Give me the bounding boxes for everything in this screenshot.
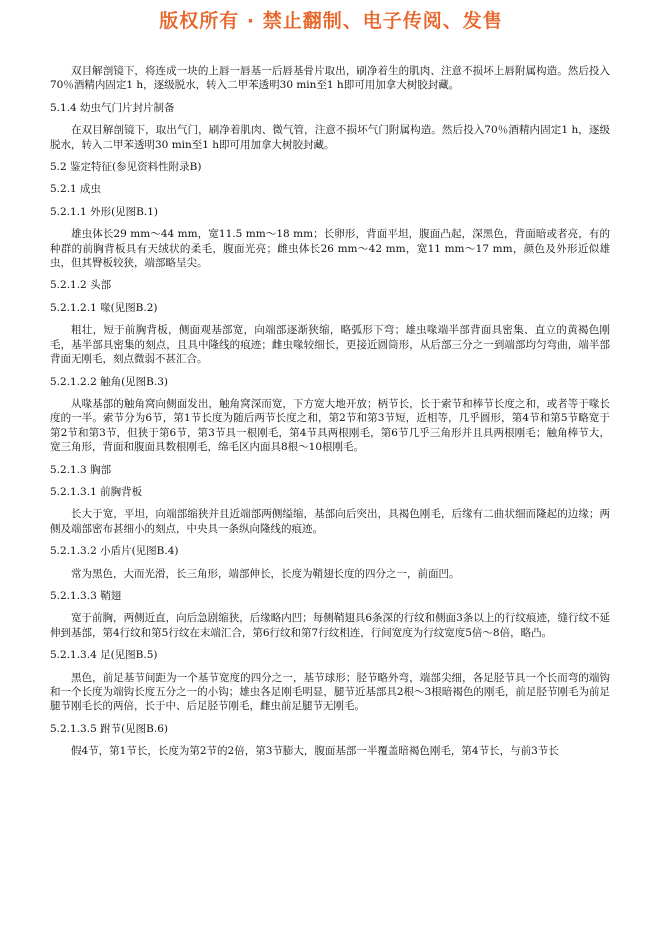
paragraph: 双目解剖镜下，将连成一块的上唇一唇基一后唇基骨片取出，刷净着生的肌肉、注意不损坏上唇附属构造。然后投入70％酒精内固定1 h，逐级脱水，转入二甲苯透明30 min至1 h即可用加拿大树胶封藏。 [50,65,610,92]
section-heading: 5.2 鉴定特征(参见资料性附录B) [50,161,202,174]
section-heading: 5.2.1.3.3 鞘翅 [50,589,122,602]
paragraph: 粗壮，短于前胸背板，侧面观基部宽，向端部逐渐狭缩，略弧形下弯；雄虫喙端半部背面具密集、直立的黄褐色刚毛，基半部具密集的刻点，且具中隆线的痕迹；雌虫喙较细长，更接近圆筒形，从后部三分之一到端部均匀弯曲，端半部背面无刚毛，刻点微弱不甚汇合。 [50,324,610,366]
section-heading: 5.2.1.3.1 前胸背板 [50,485,143,498]
section-heading: 5.2.1.2.1 喙(见图B.2) [50,301,158,314]
section-heading: 5.2.1.2 头部 [50,279,112,292]
section-heading: 5.2.1.3 胸部 [50,463,112,476]
section-heading: 5.2.1.2.2 触角(见图B.3) [50,375,169,388]
document-body [50,64,610,759]
section-heading: 5.2.1 成虫 [50,183,102,196]
paragraph: 在双目解剖镜下，取出气门，刷净着肌肉、微气管，注意不损坏气门附属构造。然后投入70％酒精内固定1 h，逐级脱水，转入二甲苯透明30 min至1 h即可用加拿大树胶封藏。 [50,124,610,151]
paragraph: 宽于前胸，两侧近直，向后急剧缩狭，后缘略内凹；每侧鞘翅具6条深的行纹和侧面3条以上的行纹痕迹，缝行纹不延伸到基部，第4行纹和第5行纹在末端汇合，第6行纹和第7行纹相连，行间宽度为行纹宽度5倍～8倍，略凸。 [50,612,610,639]
paragraph: 假4节，第1节长，长度为第2节的2倍，第3节膨大，腹面基部一半覆盖暗褐色刚毛，第4节长，与前3节长 [71,745,559,758]
watermark-banner: 版权所有 · 禁止翻制、电子传阅、发售 [159,10,503,32]
section-heading: 5.2.1.1 外形(见图B.1) [50,205,158,218]
section-heading: 5.2.1.3.5 跗节(见图B.6) [50,722,169,735]
paragraph: 雄虫体长29 mm～44 mm，宽11.5 mm～18 mm；长卵形，背面平坦，腹面凸起，深黑色，背面暗或者亮，有的种群的前胸背板具有天绒状的柔毛，腹面光亮；雌虫体长26 mm～42 mm，宽11 mm～17 mm，颜色及外形近似雄虫，但其臀板较狭，端部略呈尖。 [50,228,610,270]
paragraph: 从喙基部的触角窝向侧面发出，触角窝深而宽，下方宽大地开放；柄节长，长于索节和棒节长度之和，或者等于喙长度的一半。索节分为6节，第1节长度为随后两节长度之和，第2节和第3节短，近相等，几乎圆形，第4节和第5节略宽于第2节和第3节，但狭于第6节，第3节具一根刚毛，第4节具两根刚毛，第6节几乎三角形并且具两根刚毛；触角棒节大，宽三角形，背面和腹面具数根刚毛，绵毛区内面具8根～10根刚毛。 [50,397,610,454]
paragraph: 长大于宽，平坦，向端部缩狭并且近端部两侧缢缩，基部向后突出，具褐色刚毛，后缘有二曲状细而隆起的边缘；两侧及端部密布甚细小的刻点，中央具一条纵向隆线的痕迹。 [50,508,610,535]
section-heading: 5.1.4 幼虫气门片封片制备 [50,101,175,114]
paragraph: 黑色，前足基节间距为一个基节宽度的四分之一，基节球形；胫节略外弯，端部尖细，各足胫节具一个长而弯的端钩和一个长度为端钩长度五分之一的小钩；雄虫各足刚毛明显，腿节近基部具2根～3根暗褐色的刚毛，前足胫节刚毛为前足腿节刚毛长的两倍，长于中、后足胫节刚毛，雌虫前足腿节无刚毛。 [50,671,610,713]
paragraph: 常为黑色，大而光滑，长三角形，端部伸长，长度为鞘翅长度的四分之一，前面凹。 [71,567,460,580]
section-heading: 5.2.1.3.2 小盾片(见图B.4) [50,545,179,558]
section-heading: 5.2.1.3.4 足(见图B.5) [50,649,158,662]
